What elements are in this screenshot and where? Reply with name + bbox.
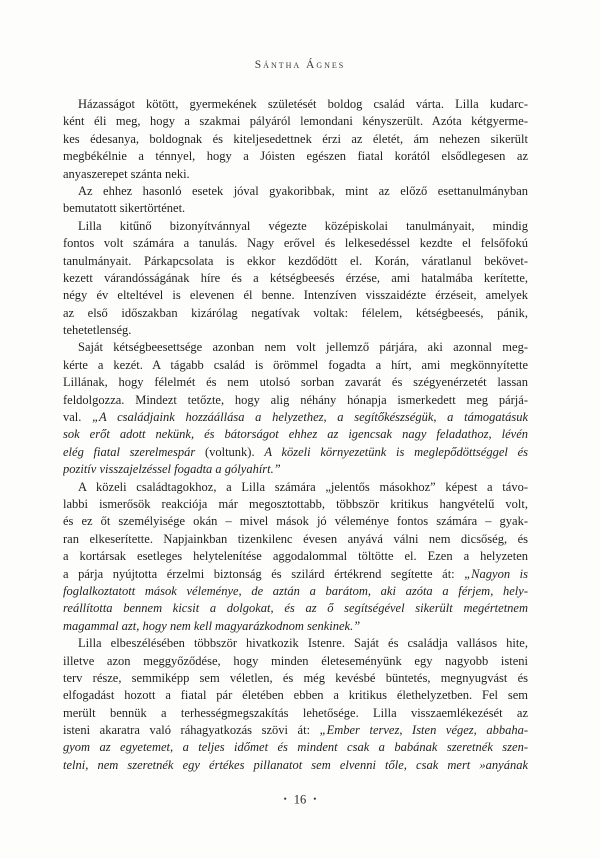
text-line: fontos volt számára a tanulás. Nagy erővel és lelkesedéssel kezdte el felsőfokú [63,236,528,251]
text-line: gyom az egyetemet, a teljes időmet és mindent csak a babának szeretnék szen- [63,740,528,755]
text-line: telni, nem szeretnék egy értékes pillanatot sem elvenni tőle, csak mert »anyának [63,757,528,772]
text-line: megbékélnie a ténnyel, hogy a Jóisten egészen fiatal korától elsődlegesen az [63,149,528,164]
text-line: és ez őt személyisége okán – mivel mások jó véleménye fontos számára – gyak- [63,514,528,529]
text-line: a kortársak esetleges helytelenítése aggodalommal töltötte el. Ezen a helyzeten [63,549,528,564]
text-line: anyaszerepet szánta neki. [63,166,190,181]
text-line: kezett várandósságának híre és a kétségbeesés érzése, ami hatalmába kerítette, [63,270,528,285]
text-line: foglalkoztatott mások véleménye, de aztán a barátom, aki azóta a férjem, hely- [63,583,528,598]
text-line: kérte a kezét. A tágabb család is örömmel fogadta a hírt, ami megkönnyítette [63,357,528,372]
text-line: feldolgozza. Mindezt tetőzte, hogy alig néhány hónapja ismerkedett meg párjá- [63,392,528,407]
text-line: Lilla elbeszélésében többször hivatkozik Istenre. Saját és családja vallásos hite, [78,636,528,651]
text-line: merült bennük a terhességmegszakítás lehetősége. Lilla visszaemlékezését az [63,705,528,720]
text-line: négy év elteltével is elevenen él benne. Intenzíven visszaidézte érzéseit, amelyek [63,288,528,303]
text-line: labbi ismerősök reakciója már megosztottabb, többször kritikus hangvételű volt, [63,496,528,511]
text-line: isteni akaratra való ráhagyatkozás szövi át: „Ember tervez, Isten végez, abbaha- [63,723,528,738]
text-line: Lilla kitűnő bizonyítvánnyal végezte középiskolai tanulmányait, mindig [78,218,528,233]
text-line: A közeli családtagokhoz, a Lilla számára „jelentős másokhoz” képest a távo- [78,479,528,494]
text-line: sok erőt adott nekünk, és bátorságot ehhez az igencsak nagy feladathoz, lévén [63,427,528,442]
text-line: pozitív visszajelzéssel fogadta a gólyahírt.” [63,462,281,477]
page-footer [0,791,600,808]
text-line: Saját kétségbeesettsége azonban nem volt jellemző párjára, aki azonnal meg- [78,340,528,355]
text-line: Házasságot kötött, gyermekének születését boldog család várta. Lilla kudarc- [78,97,528,111]
text-line: Lillának, hogy félelmét és nem utolsó sorban zavarát és szégyenérzetét lassan [63,375,528,390]
text-line: elég fiatal szerelmespár (voltunk). A közeli környezetünk is meglepődöttséggel és [63,444,528,459]
running-header-author: Sántha Ágnes [254,59,346,71]
footer-bullet-right: • [313,794,317,804]
text-line: terv része, semmiképp sem véletlen, és még kevésbé büntetés, megnyugvást és [63,670,528,685]
text-line: magammal azt, hogy nem kell magyarázkodnom senkinek.” [63,618,361,633]
footer-bullet-left: • [283,794,287,804]
text-line: ran elkeserítette. Napjainkban tizenkilenc évesen anyává válni nem dicsőség, és [63,531,528,546]
text-line: val. „A családjaink hozzáállása a helyzethez, a segítőkészségük, a támogatásuk [63,410,528,425]
page-number: 16 [293,792,307,807]
text-line: az első időszakban kizárólag negatívak voltak: félelem, kétségbeesés, pánik, [63,305,528,320]
text-line: tehetetlenség. [63,323,132,338]
text-line: a párja nyújtotta érzelmi biztonság és szilárd értékrend segítette át: „Nagyon is [63,566,528,581]
text-line: illetve azon meggyőződése, hogy minden életeseményünk egy nagyobb isteni [63,653,528,668]
text-line: kes édesanya, boldognak és kiteljesedettnek érzi az életét, ám nehezen sikerült [63,131,528,146]
text-line: ként éli meg, hogy a szakmai pályáról lemondani kényszerült. Azóta kétgyerme- [63,114,528,129]
text-block [63,96,528,774]
text-line: bemutatott sikertörténet. [63,201,186,216]
text-line: elfogadást hozott a fiatal pár életében ebben a kritikus élethelyzetben. Fel sem [63,688,528,703]
text-line: Az ehhez hasonló esetek jóval gyakoribbak, mint az előző esettanulmányban [78,183,528,198]
text-line: reállította bennem kicsit a dolgokat, és az ő segítségével sikerült megértetnem [63,601,528,616]
text-line: tanulmányait. Párkapcsolata is ekkor kezdődött el. Korán, váratlanul bekövet- [63,253,528,268]
